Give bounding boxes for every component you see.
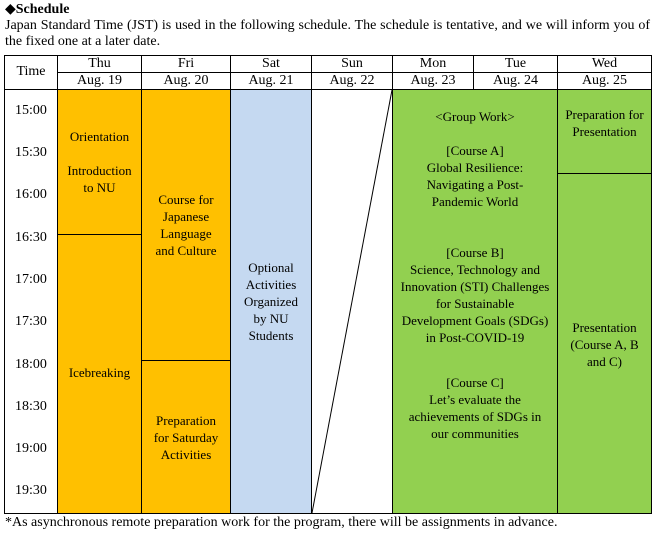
course-b-title: Science, Technology and Innovation (STI) Challenges for Sustainable Development Goals (SDGs) in Post-COVID-19 [400,262,550,345]
day-date-wed: Aug. 25 [581,73,628,88]
event-optional-activities-cell [231,90,311,513]
event-japanese-course-cell [142,90,230,360]
fri-column-line [230,56,231,513]
schedule-table [4,55,652,514]
event-japanese-course: Course for Japanese Language and Culture [155,192,217,258]
event-saturday-prep: Preparation for Saturday Activities [153,412,219,462]
day-name-tue: Tue [504,56,527,71]
time-slot: 19:00 [15,441,47,456]
sunday-diagonal-line [312,90,392,513]
event-orientation: Orientation [69,129,130,144]
day-name-mon: Mon [419,56,447,71]
course-b-label: [Course B] [446,245,504,260]
time-slot: 18:00 [15,357,47,372]
time-slot: 19:30 [15,483,47,498]
event-group-work-cell [393,90,557,513]
day-date-sat: Aug. 21 [248,73,294,88]
event-group-work: <Group Work> [435,109,515,124]
day-name-thu: Thu [88,56,111,71]
event-icebreaking: Icebreaking [68,365,131,380]
course-a-label: [Course A] [446,143,504,158]
day-date-sun: Aug. 22 [329,73,375,88]
day-name-fri: Fri [177,56,195,71]
schedule-title: ◆Schedule [5,2,70,17]
footnote: *As asynchronous remote preparation work for the program, there will be assignments in advance. [5,515,558,530]
time-slot: 16:30 [15,230,47,245]
mon-header-line [473,56,474,89]
course-c-title: Let’s evaluate the achievements of SDGs in our communities [408,392,542,441]
time-slot: 17:30 [15,314,47,329]
thu-divider [58,234,141,235]
day-name-wed: Wed [591,56,618,71]
time-slot: 15:00 [15,103,47,118]
time-slot: 18:30 [15,399,47,414]
fri-divider [142,360,230,361]
event-orientation-cell [58,90,141,234]
event-icebreaking-cell [58,235,141,513]
time-slot: 15:30 [15,145,47,160]
tue-column-line [557,56,558,513]
event-introduction-nu: Introduction to NU [67,163,132,195]
time-column-line [57,56,58,513]
day-name-sun: Sun [341,56,363,71]
time-slot: 16:00 [15,187,47,202]
event-presentation-prep: Preparation for Presentation [565,107,644,139]
day-date-fri: Aug. 20 [163,73,209,88]
schedule-intro: Japan Standard Time (JST) is used in the following schedule. The schedule is tentative, and we will inform you of the fixed one at a later date. [5,18,650,49]
time-header: Time [16,64,46,79]
event-saturday-prep-cell [142,361,230,513]
time-slot: 17:00 [15,272,47,287]
event-presentation-cell [558,174,651,513]
wed-divider [558,173,651,174]
day-date-tue: Aug. 24 [492,73,539,88]
thu-column-line [141,56,142,513]
sun-column-line [392,56,393,513]
event-presentation-prep-cell [558,90,651,173]
day-name-sat: Sat [262,56,280,71]
course-a-title: Global Resilience: Navigating a Post-Pandemic World [426,160,524,209]
event-optional-activities: Optional Activities Organized by NU Students [244,260,298,343]
event-presentation: Presentation (Course A, B and C) [570,320,639,369]
course-c-label: [Course C] [446,375,504,390]
day-date-mon: Aug. 23 [410,73,456,88]
day-date-thu: Aug. 19 [76,73,123,88]
header-divider [58,72,651,73]
